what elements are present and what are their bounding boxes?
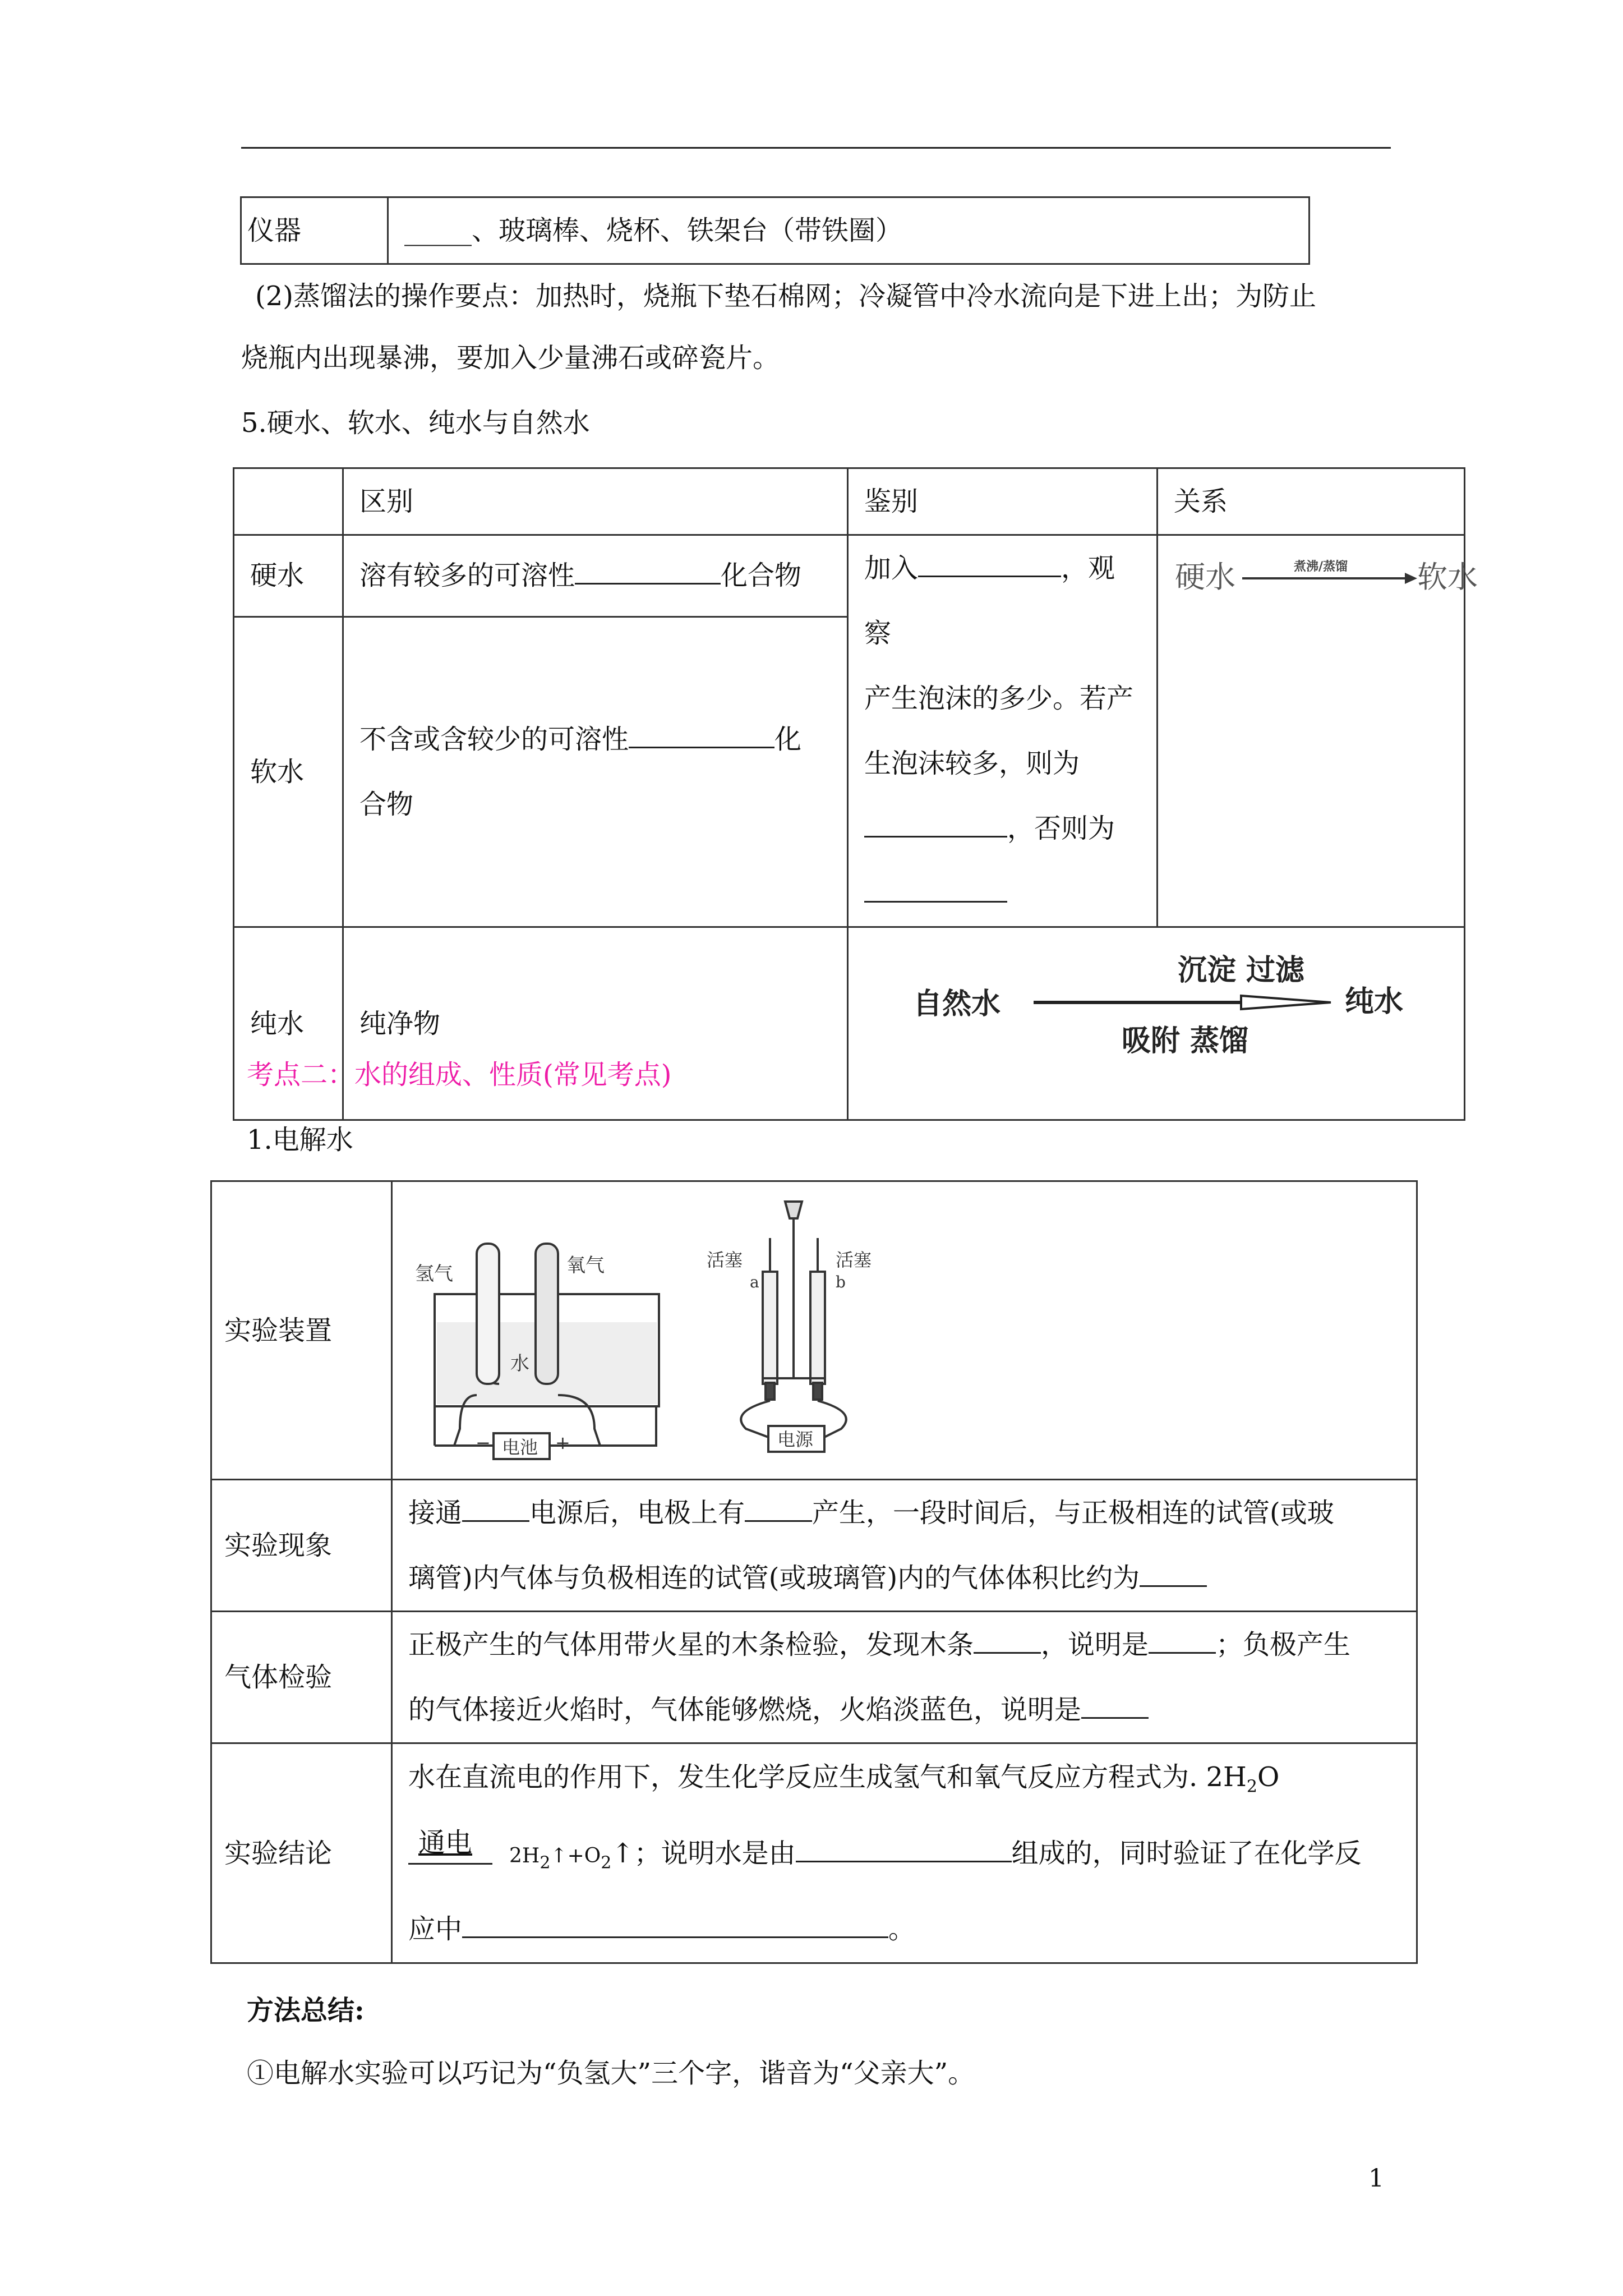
identify-blank-2 — [864, 813, 1007, 838]
fig1-plus: + — [555, 1432, 570, 1453]
section1-title: 1.电解水 — [247, 1124, 353, 1156]
ph-blank-1 — [462, 1498, 529, 1522]
condition-mark — [408, 1827, 492, 1872]
fig2-electrode-l — [766, 1383, 774, 1400]
conclusion-line1 — [408, 1744, 1400, 1820]
hard-diff-blank — [575, 560, 721, 585]
pure-water-diagram-cell — [848, 927, 1465, 1120]
concl-o: O — [1257, 1761, 1280, 1793]
hard-water-label: 硬水 — [234, 535, 343, 617]
identify-line5 — [864, 861, 1141, 926]
fig1-minus: − — [476, 1432, 491, 1453]
identify-line4 — [864, 796, 1141, 861]
relation-to: 软水 — [1417, 559, 1478, 595]
soft-diff-pre: 不含或含较少的可溶性 — [359, 723, 629, 755]
instrument-text: 、玻璃棒、烧杯、铁架台（带铁圈） — [472, 215, 903, 246]
fig2-electrode-r — [813, 1383, 822, 1400]
fig2-hoffman-apparatus — [741, 1202, 846, 1452]
fig1-h2-label: 氢气 — [415, 1263, 453, 1285]
instrument-content — [388, 197, 1310, 264]
pure-bottom-label: 吸附 蒸馏 — [1121, 1024, 1249, 1058]
distill-note-line2: 烧瓶内出现暴沸，要加入少量沸石或碎瓷片。 — [241, 342, 780, 374]
test-blank-1 — [974, 1630, 1041, 1654]
conclusion-line2 — [408, 1820, 1400, 1897]
identify-cell — [848, 535, 1158, 927]
fig2-label-a: a — [750, 1273, 759, 1291]
soft-diff-post1: 化 — [774, 723, 802, 755]
identify-line3: 生泡沫较多，则为 — [864, 748, 1080, 779]
fig2-funnel — [785, 1202, 802, 1218]
pure-from: 自然水 — [913, 987, 1001, 1021]
fig1-test-tube-right — [536, 1244, 558, 1384]
ph-p2: 电源后，电极上有 — [529, 1497, 745, 1529]
instrument-label: 仪器 — [241, 197, 388, 264]
electrolysis-table — [210, 1180, 1418, 1964]
concl-blank-1 — [796, 1838, 1012, 1862]
soft-diff-blank — [629, 724, 774, 748]
header-relation: 关系 — [1158, 468, 1465, 535]
test-p4: 的气体接近火焰时，气体能够燃烧，火焰淡蓝色，说明是 — [408, 1694, 1082, 1726]
relation-cell — [1158, 535, 1478, 927]
header-identify: 鉴别 — [848, 468, 1158, 535]
concl-l3: 应中 — [408, 1913, 463, 1945]
section5-title: 5.硬水、软水、纯水与自然水 — [241, 407, 590, 439]
relation-arrow-head — [1405, 573, 1417, 584]
fig1-water-label: 水 — [510, 1352, 529, 1375]
hard-diff-post: 化合物 — [721, 560, 802, 592]
test-p3: ；负极产生 — [1216, 1629, 1351, 1660]
device-figures — [392, 1181, 1417, 1480]
test-blank-2 — [1149, 1630, 1216, 1654]
fig1-o2-label: 氧气 — [566, 1254, 605, 1277]
pure-top-label: 沉淀 过滤 — [1177, 953, 1305, 987]
pure-water-label: 纯水 — [234, 927, 343, 1120]
ph-p1: 接通 — [408, 1497, 463, 1529]
test-blank-3 — [1081, 1695, 1149, 1719]
fig1-trough-apparatus — [435, 1244, 659, 1459]
condition-rule — [408, 1863, 492, 1865]
test-content — [392, 1612, 1417, 1743]
test-line2 — [408, 1677, 1400, 1742]
distill-note-line1: (2)蒸馏法的操作要点：加热时，烧瓶下垫石棉网；冷凝管中冷水流向是下进上出；为防止 — [255, 280, 1316, 312]
hard-soft-relation-diagram — [1158, 536, 1478, 603]
concl-mid: 组成的，同时验证了在化学反 — [1011, 1837, 1362, 1869]
concl-sub-2c: 2 — [601, 1853, 612, 1873]
hard-diff-pre: 溶有较多的可溶性 — [359, 560, 575, 592]
condition-text: 通电 — [418, 1827, 473, 1859]
concl-blank-2 — [462, 1914, 888, 1938]
identify-blank-1 — [918, 553, 1061, 577]
device-label: 实验装置 — [211, 1181, 392, 1480]
pure-arrow-head — [1241, 996, 1331, 1009]
test-label: 气体检验 — [211, 1612, 392, 1743]
ph-blank-3 — [1140, 1563, 1207, 1587]
phenomenon-line1 — [408, 1480, 1400, 1545]
ph-p4: 璃管)内气体与负极相连的试管(或玻璃管)内的气体体积比约为 — [408, 1562, 1140, 1594]
fig2-label-b: b — [836, 1273, 846, 1291]
soft-diff-line1 — [359, 707, 831, 772]
identify-l1-post: ，观察 — [864, 553, 1115, 649]
soft-water-diff — [343, 616, 848, 927]
fig1-test-tube-left — [477, 1244, 499, 1384]
phenomenon-line2 — [408, 1545, 1400, 1611]
kaodian2-title: 考点二：水的组成、性质(常见考点) — [247, 1059, 672, 1091]
fig2-left-tube — [763, 1272, 777, 1384]
phenomenon-content — [392, 1480, 1417, 1612]
test-p1: 正极产生的气体用带火星的木条检验，发现木条 — [408, 1629, 974, 1660]
concl-prod-c: ↑；说明水是由 — [611, 1837, 796, 1869]
fig2-wire-l — [741, 1401, 770, 1437]
relation-from: 硬水 — [1175, 559, 1235, 595]
ph-blank-2 — [745, 1498, 812, 1522]
concl-prod-b: ↑+O — [550, 1844, 601, 1867]
fig2-valve-left: 活塞 — [707, 1249, 743, 1271]
soft-water-label: 软水 — [234, 616, 343, 927]
identify-l1-pre: 加入 — [864, 553, 919, 584]
pure-to: 纯水 — [1345, 984, 1404, 1019]
concl-end: 。 — [888, 1913, 916, 1945]
header-diff: 区别 — [343, 468, 848, 535]
fig2-power-label: 电源 — [777, 1429, 814, 1450]
fig2-right-tube — [810, 1272, 825, 1384]
conclusion-content — [392, 1743, 1417, 1963]
natural-to-pure-diagram — [849, 928, 1464, 1119]
pure-water-diff: 纯净物 — [343, 927, 848, 1120]
method-summary-title: 方法总结: — [247, 1995, 365, 2026]
identify-blank-3 — [864, 878, 1007, 903]
hard-water-diff — [343, 535, 848, 617]
soft-diff-line2: 合物 — [359, 788, 414, 820]
method-summary-item-1: ①电解水实验可以巧记为“负氢大”三个字，谐音为“父亲大”。 — [247, 2058, 975, 2089]
identify-l4-post: ，否则为 — [1007, 813, 1115, 844]
concl-sub-2a: 2 — [1246, 1777, 1258, 1797]
page-number: 1 — [1368, 2164, 1384, 2193]
identify-line1 — [864, 536, 1141, 666]
electrolysis-figures — [393, 1182, 1413, 1476]
fig1-battery-label: 电池 — [502, 1437, 538, 1458]
concl-prod-a: 2H — [509, 1844, 540, 1867]
concl-sub-2b: 2 — [540, 1853, 551, 1873]
water-table — [233, 467, 1478, 1121]
fig2-valve-right: 活塞 — [836, 1249, 872, 1271]
instrument-table — [240, 196, 1310, 265]
header-rule — [241, 147, 1391, 149]
test-line1 — [408, 1612, 1400, 1677]
identify-line2: 产生泡沫的多少。若产 — [864, 683, 1134, 714]
conclusion-line3 — [408, 1896, 1400, 1962]
concl-l1: 水在直流电的作用下，发生化学反应生成氢气和氧气反应方程式为. 2H — [408, 1761, 1247, 1793]
test-p2: ，说明是 — [1041, 1629, 1149, 1660]
conclusion-label: 实验结论 — [211, 1743, 392, 1963]
phenomenon-label: 实验现象 — [211, 1480, 392, 1612]
instrument-blank: _____ — [404, 215, 472, 246]
header-empty — [234, 468, 343, 535]
relation-over: 煮沸/蒸馏 — [1293, 560, 1348, 574]
ph-p3: 产生，一段时间后，与正极相连的试管(或玻 — [812, 1497, 1334, 1529]
